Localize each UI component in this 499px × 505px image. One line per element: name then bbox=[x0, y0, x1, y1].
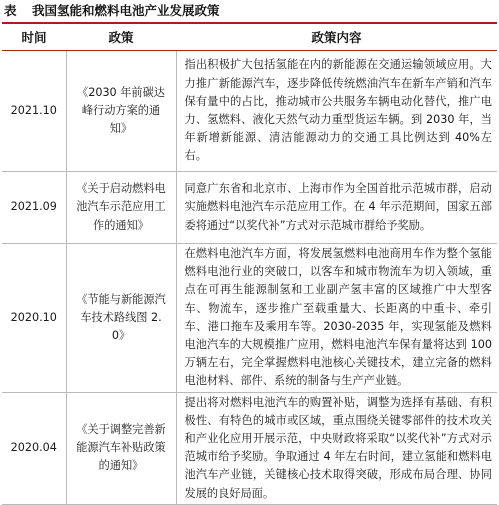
header-policy: 政策 bbox=[66, 24, 176, 51]
row-content: 在燃料电池汽车方面，将发展氢燃料电池商用车作为整个氢能燃料电池行业的突破口，以客车和城市物流车为切入领域，重点在可再生能源制氢和工业副产氢丰富的区域推广中大型客车、物流车，逐步推广至载重量大、长距离的中重卡、牵引车、港口拖车及乘用车等。2030-2035 年，实现氢能及燃料电池汽车的大规模推广应用，燃料电池汽车保有量将达到 100 万辆左右，完全掌握燃料电池核心关键技术，建立完备的燃料电池材料、部件、系统的制备与生产产业链。 bbox=[176, 244, 497, 393]
policy-table-container bbox=[2, 22, 497, 505]
row-content: 同意广东省和北京市、上海市作为全国首批示范城市群，启动实施燃料电池汽车示范应用工作。在 4 年示范期间，国家五部委将通过“以奖代补”方式对示范城市群给予奖励。 bbox=[176, 172, 497, 244]
header-content: 政策内容 bbox=[176, 24, 497, 51]
row-policy: 《2030 年前碳达峰行动方案的通知》 bbox=[66, 51, 176, 172]
table-header-row bbox=[2, 24, 497, 51]
row-content: 提出将对燃料电池汽车的购置补贴，调整为选择有基础、有积极性、有特色的城市或区域，重点围绕关键零部件的技术攻关和产业化应用开展示范，中央财政将采取“以奖代补”方式对示范城市给予奖励。争取通过 4 年左右时间，建立氢能和燃料电池汽车产业链，关键核心技术取得突破，形成布局合理、协同发展的良好局面。 bbox=[176, 392, 497, 504]
row-policy: 《关于启动燃料电池汽车示范应用工作的通知》 bbox=[66, 172, 176, 244]
row-policy: 《节能与新能源汽车技术路线图 2.0》 bbox=[66, 244, 176, 393]
caption-label: 表 bbox=[4, 3, 17, 18]
row-content: 指出积极扩大包括氢能在内的新能源在交通运输领域应用。大力推广新能源汽车，逐步降低传统燃油汽车在新车产销和汽车保有量中的占比，推动城市公共服务车辆电动化替代，推广电力、氢燃料、液化天然气动力重型货运车辆。到 2030 年，当年新增新能源、清洁能源动力的交通工具比例达到 40%左右。 bbox=[176, 51, 497, 172]
table-caption bbox=[0, 0, 499, 22]
policy-table bbox=[2, 24, 497, 505]
row-time: 2020.04 bbox=[2, 392, 66, 504]
table-row bbox=[2, 392, 497, 504]
row-time: 2020.10 bbox=[2, 244, 66, 393]
table-row bbox=[2, 172, 497, 244]
row-policy: 《关于调整完善新能源汽车补贴政策的通知》 bbox=[66, 392, 176, 504]
header-time: 时间 bbox=[2, 24, 66, 51]
row-time: 2021.09 bbox=[2, 172, 66, 244]
caption-title: 我国氢能和燃料电池产业发展政策 bbox=[32, 3, 220, 18]
table-row bbox=[2, 244, 497, 393]
table-row bbox=[2, 51, 497, 172]
row-time: 2021.10 bbox=[2, 51, 66, 172]
